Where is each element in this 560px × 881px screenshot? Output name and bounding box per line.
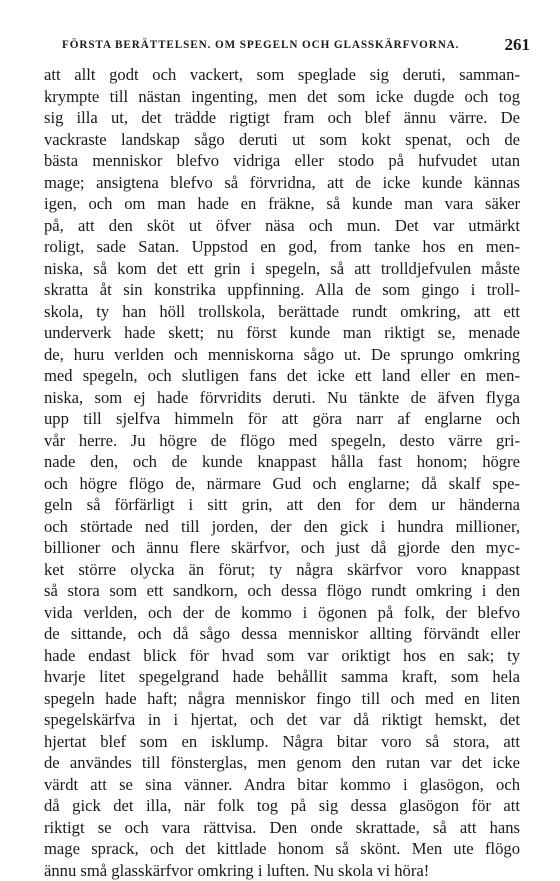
page-header bbox=[20, 36, 530, 58]
text-line: skratta åt sin konstrika uppfinning. Alla de som gingo i troll- bbox=[20, 279, 530, 301]
text-line: hjertat blef som en isklump. Några bitar voro så stora, att bbox=[20, 731, 530, 753]
text-line: spegeln hade haft; några menniskor fingo till och med en liten bbox=[20, 688, 530, 710]
text-line: på, att den sköt ut öfver näsa och mun. Det var utmärkt bbox=[20, 215, 530, 237]
text-line: igen, och om man hade en fräkne, så kunde man vara säker bbox=[20, 193, 530, 215]
text-line: krympte till nästan ingenting, men det som icke dugde och tog bbox=[20, 86, 530, 108]
text-line: niska, så kom det ett grin i spegeln, så att trolldjefvulen måste bbox=[20, 258, 530, 280]
text-line: sig illa ut, det trädde rigtigt fram och blef ännu värre. De bbox=[20, 107, 530, 129]
book-page bbox=[20, 36, 530, 881]
text-line: mage; ansigtena blefvo så förvridna, att de icke kunde kännas bbox=[20, 172, 530, 194]
text-line: mage sprack, och det kittlade honom så skönt. Men ute flögo bbox=[20, 838, 530, 860]
text-line: och störtade ned till jorden, der den gick i hundra millioner, bbox=[20, 516, 530, 538]
text-line: vår herre. Ju högre de flögo med spegeln, desto värre gri- bbox=[20, 430, 530, 452]
text-line: ännu små glasskärfvor omkring i luften. Nu skola vi höra! bbox=[20, 860, 530, 881]
text-line: spegelskärfva in i hjertat, och det var då riktigt hemskt, det bbox=[20, 709, 530, 731]
text-line: de användes till fönsterglas, men genom den rutan var det icke bbox=[20, 752, 530, 774]
text-line: bästa menniskor blefvo vidriga eller stodo på hufvudet utan bbox=[20, 150, 530, 172]
text-line: skola, ty han höll trollskola, berättade rundt omkring, att ett bbox=[20, 301, 530, 323]
text-line: de, huru verlden och menniskorna sågo ut. De sprungo omkring bbox=[20, 344, 530, 366]
body-text bbox=[20, 64, 530, 881]
text-line: så stora som ett sandkorn, och dessa flögo rundt omkring i den bbox=[20, 580, 530, 602]
text-line: med spegeln, och slutligen fans det icke ett land eller en men- bbox=[20, 365, 530, 387]
text-line: vackraste landskap sågo deruti ut som kokt spenat, och de bbox=[20, 129, 530, 151]
text-line: hvarje litet spegelgrand hade behållit samma kraft, som hela bbox=[20, 666, 530, 688]
text-line: riktigt se och vara rättvisa. Den onde skrattade, så att hans bbox=[20, 817, 530, 839]
text-line: att allt godt och vackert, som speglade sig deruti, samman- bbox=[20, 64, 530, 86]
text-line: roligt, sade Satan. Uppstod en god, from tanke hos en men- bbox=[20, 236, 530, 258]
text-line: de sittande, och då sågo dessa menniskor allting förvändt eller bbox=[20, 623, 530, 645]
text-line: underverk hade skett; nu först kunde man riktigt se, menade bbox=[20, 322, 530, 344]
page-number: 261 bbox=[505, 35, 531, 55]
text-line: billioner och ännu flere skärfvor, och just då gjorde den myc- bbox=[20, 537, 530, 559]
text-line: nade den, och de kunde knappast hålla fast honom; högre bbox=[20, 451, 530, 473]
text-line: och högre flögo de, närmare Gud och englarne; då skalf spe- bbox=[20, 473, 530, 495]
running-head: FÖRSTA BERÄTTELSEN. OM SPEGELN OCH GLASSKÄRFVORNA. bbox=[62, 39, 459, 51]
text-line: upp till sjelfva himmeln för att göra narr af englarne och bbox=[20, 408, 530, 430]
text-line: hade endast blick för hvad som var oriktigt hos en sak; ty bbox=[20, 645, 530, 667]
text-line: värdt att se sina vänner. Andra bitar kommo i glasögon, och bbox=[20, 774, 530, 796]
text-line: då gick det illa, när folk tog på sig dessa glasögon för att bbox=[20, 795, 530, 817]
text-line: ket större olycka än förut; ty några skärfvor voro knappast bbox=[20, 559, 530, 581]
text-line: geln så förfärligt i sitt grin, att den for dem ur händerna bbox=[20, 494, 530, 516]
text-line: niska, som ej hade förvridits deruti. Nu tänkte de äfven flyga bbox=[20, 387, 530, 409]
text-line: vida verlden, och der de kommo i ögonen på folk, der blefvo bbox=[20, 602, 530, 624]
